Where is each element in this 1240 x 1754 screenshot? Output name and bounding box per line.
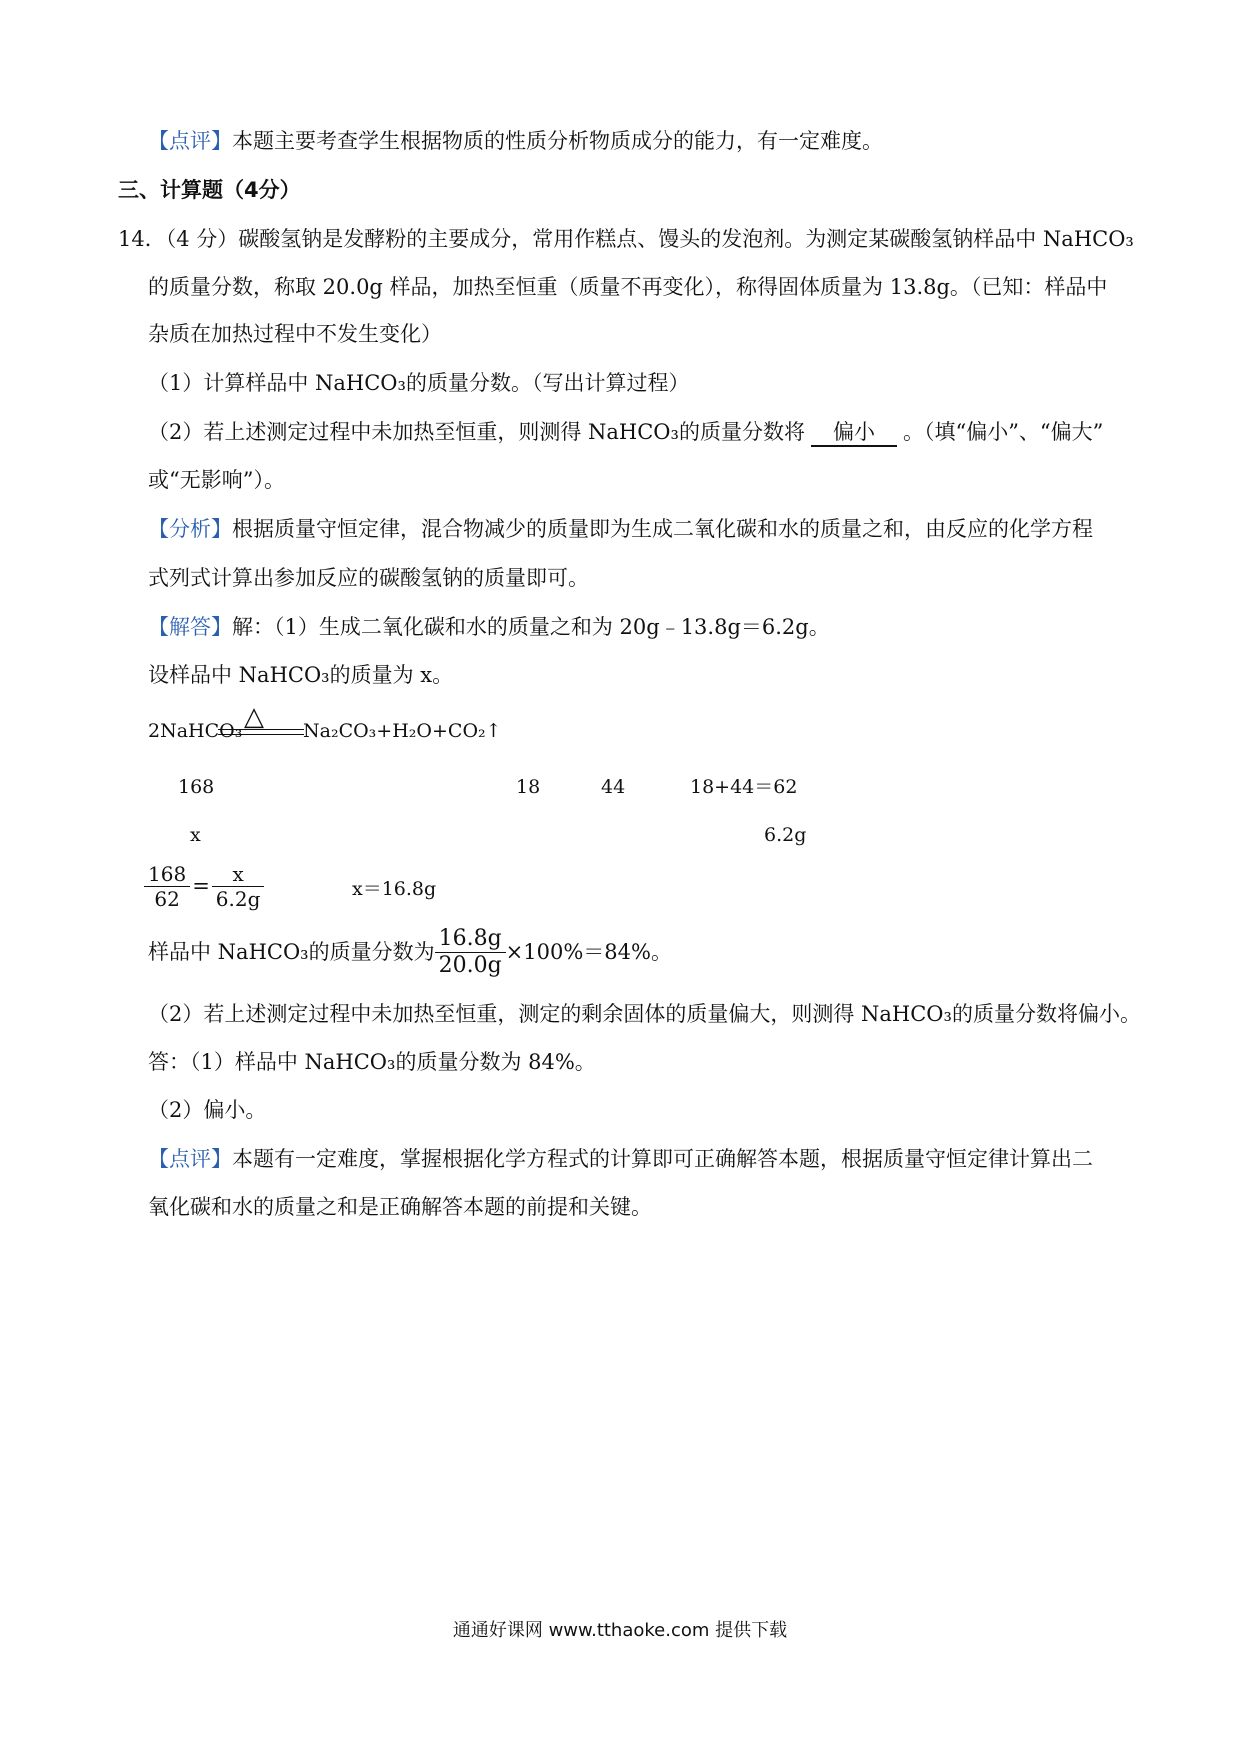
- ratio-left-num: 168: [144, 864, 190, 887]
- equation-products: Na₂CO₃+H₂O+CO₂↑: [303, 720, 502, 742]
- page-footer: 通通好课网 www.tthaoke.com 提供下载: [452, 1620, 788, 1641]
- comment-2-line-1: [148, 1149, 1093, 1170]
- mass-water: 18: [516, 776, 541, 798]
- answer-line-1: [148, 617, 830, 638]
- mass-fraction-suffix: ×100%＝84%。: [505, 940, 672, 964]
- answer-line-2: 设样品中 NaHCO₃的质量为 x。: [148, 663, 454, 687]
- question-part-2: [148, 422, 1103, 447]
- final-answer-1: 答：（1）样品中 NaHCO₃的质量分数为 84%。: [148, 1050, 596, 1074]
- comment-text: 本题主要考查学生根据物质的性质分析物质成分的能力，有一定难度。: [232, 129, 883, 153]
- mass-fraction-frac: [435, 928, 506, 977]
- ratio-equals: =: [192, 874, 210, 898]
- answer-part-2: （2）若上述测定过程中未加热至恒重，测定的剩余固体的质量偏大，则测得 NaHCO₃的质量分数将偏小。: [148, 1002, 1141, 1026]
- final-answer-2: （2）偏小。: [148, 1098, 267, 1122]
- part-2-text: （2）若上述测定过程中未加热至恒重，则测得 NaHCO₃的质量分数将: [148, 420, 805, 444]
- question-part-1: （1）计算样品中 NaHCO₃的质量分数。（写出计算过程）: [148, 371, 690, 395]
- comment-2-line-2: 氧化碳和水的质量之和是正确解答本题的前提和关键。: [148, 1195, 652, 1219]
- ratio-left: [144, 864, 190, 909]
- question-line-3: 杂质在加热过程中不发生变化）: [148, 322, 442, 346]
- equation-line-top: [218, 729, 304, 730]
- heating-condition-icon: △: [244, 702, 264, 732]
- mass-fraction-den: 20.0g: [438, 953, 502, 978]
- analysis-line-2: 式列式计算出参加反应的碳酸氢钠的质量即可。: [148, 566, 589, 590]
- ratio-equation: [144, 864, 264, 909]
- ratio-right-den: 6.2g: [215, 887, 261, 911]
- question-line-1: 14．（4 分）碳酸氢钠是发酵粉的主要成分，常用作糕点、馒头的发泡剂。为测定某碳酸氢钠样品中 NaHCO₃: [118, 227, 1134, 251]
- comment-tag: 【点评】: [148, 129, 232, 153]
- analysis-text: 根据质量守恒定律，混合物减少的质量即为生成二氧化碳和水的质量之和，由反应的化学方程: [232, 517, 1093, 541]
- equation-reactant: 2NaHCO₃: [148, 720, 243, 742]
- mass-sum: 18+44＝62: [690, 776, 798, 798]
- comment-2-text: 本题有一定难度，掌握根据化学方程式的计算即可正确解答本题，根据质量守恒定律计算出二: [232, 1147, 1093, 1171]
- equation-line-bottom: [218, 734, 304, 735]
- analysis-line-1: [148, 519, 1093, 540]
- answer-text: 解：（1）生成二氧化碳和水的质量之和为 20g﹣13.8g＝6.2g。: [232, 615, 830, 639]
- analysis-tag: 【分析】: [148, 517, 232, 541]
- part-2-options: 。（填“偏小”、“偏大”: [902, 420, 1104, 444]
- mass-fraction-num: 16.8g: [435, 928, 506, 953]
- known-mass: 6.2g: [764, 824, 807, 846]
- comment-1: [148, 131, 883, 152]
- answer-blank: 偏小: [811, 422, 897, 447]
- ratio-left-den: 62: [154, 887, 180, 911]
- chemical-equation: [148, 702, 568, 752]
- unknown-x: x: [190, 824, 201, 846]
- ratio-result: x＝16.8g: [352, 878, 437, 900]
- comment-2-tag: 【点评】: [148, 1147, 232, 1171]
- ratio-right-num: x: [212, 864, 265, 887]
- mass-fraction: [148, 928, 672, 977]
- ratio-right: [212, 864, 265, 909]
- answer-tag: 【解答】: [148, 615, 232, 639]
- mass-reactant: 168: [178, 776, 215, 798]
- question-part-2-line-2: 或“无影响”）。: [148, 468, 285, 492]
- mass-fraction-prefix: 样品中 NaHCO₃的质量分数为: [148, 940, 435, 964]
- mass-co2: 44: [601, 776, 626, 798]
- question-line-2: 的质量分数，称取 20.0g 样品，加热至恒重（质量不再变化），称得固体质量为 13.8g。（已知：样品中: [148, 275, 1108, 299]
- section-title: 三、计算题（4分）: [118, 178, 301, 202]
